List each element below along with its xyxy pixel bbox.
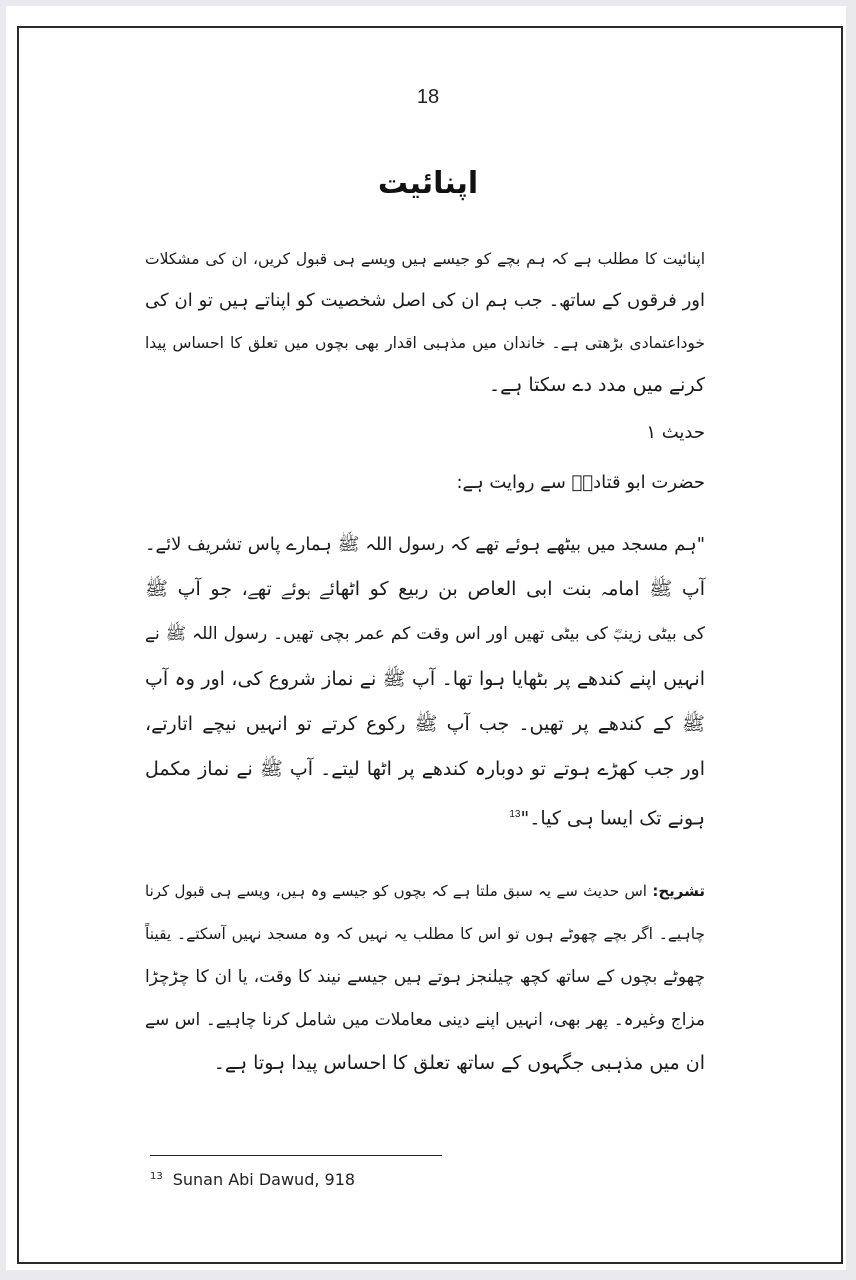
footnote-text: Sunan Abi Dawud, 918 [172,1170,356,1189]
footnote [150,1170,355,1189]
footnote-number: 13 [150,1170,163,1182]
page-number: 18 [416,86,440,108]
explanation-line: چاہیے۔ اگر بچے چھوٹے ہوں تو اس کا مطلب یہ نہیں کہ وہ مسجد نہیں آسکتے۔ یقیناً [145,925,705,943]
footnote-divider [150,1155,442,1156]
explanation-line: ان میں مذہبی جگہوں کے ساتھ تعلق کا احساس پیدا ہوتا ہے۔ [213,1052,705,1074]
hadith-narrator: حضرت ابو قتادہؓ سے روایت ہے: [456,472,705,493]
hadith-line: آپ ﷺ امامہ بنت ابی العاص بن ربیع کو اٹھائے ہوئے تھے، جو آپ ﷺ [145,578,705,600]
explanation-first-line [145,870,705,913]
hadith-last-line [145,792,705,841]
explanation-label: تشریح: [652,882,705,900]
explanation-paragraph [145,870,705,1085]
footnote-reference[interactable]: 13 [509,809,521,820]
chapter-title: اپنائیت [377,166,479,201]
intro-paragraph [145,238,705,406]
intro-line: اور فرقوں کے ساتھ۔ جب ہم ان کی اصل شخصیت کو اپناتے ہیں تو ان کی [145,290,705,311]
hadith-line: "ہم مسجد میں بیٹھے ہوئے تھے کہ رسول اللہ ﷺ ہمارے پاس تشریف لائے۔ [145,534,705,555]
explanation-line: مزاج وغیرہ۔ پھر بھی، انہیں اپنے دینی معاملات میں شامل کرنا چاہیے۔ اس سے [145,1010,705,1030]
hadith-line: اور جب کھڑے ہوتے تو دوبارہ کندھے پر اٹھا لیتے۔ آپ ﷺ نے نماز مکمل [145,758,705,780]
intro-line: خوداعتمادی بڑھتی ہے۔ خاندان میں مذہبی اقدار بھی بچوں میں تعلق کا احساس پیدا [145,334,705,352]
explanation-line: اس حدیث سے یہ سبق ملتا ہے کہ بچوں کو جیسے وہ ہیں، ویسے ہی قبول کرنا [145,882,647,900]
hadith-line: ہونے تک ایسا ہی کیا۔" [520,807,705,830]
hadith-line: انہیں اپنے کندھے پر بٹھایا ہوا تھا۔ آپ ﷺ نے نماز شروع کی، اور وہ آپ [145,668,705,690]
hadith-line: ﷺ کے کندھے پر تھیں۔ جب آپ ﷺ رکوع کرتے تو انہیں نیچے اتارتے، [145,713,705,735]
hadith-line: کی بیٹی زینبؓ کی بیٹی تھیں اور اس وقت کم عمر بچی تھیں۔ رسول اللہ ﷺ نے [145,624,705,644]
intro-line: اپنائیت کا مطلب ہے کہ ہم بچے کو جیسے ہیں ویسے ہی قبول کریں، ان کی مشکلات [145,250,705,268]
explanation-line: چھوٹے بچوں کے ساتھ کچھ چیلنجز ہوتے ہیں جیسے نیند کا وقت، یا ان کا چڑچڑا [145,967,705,987]
hadith-heading: حدیث ۱ [646,422,705,443]
intro-line: کرنے میں مدد دے سکتا ہے۔ [488,374,705,396]
hadith-text [145,522,705,841]
